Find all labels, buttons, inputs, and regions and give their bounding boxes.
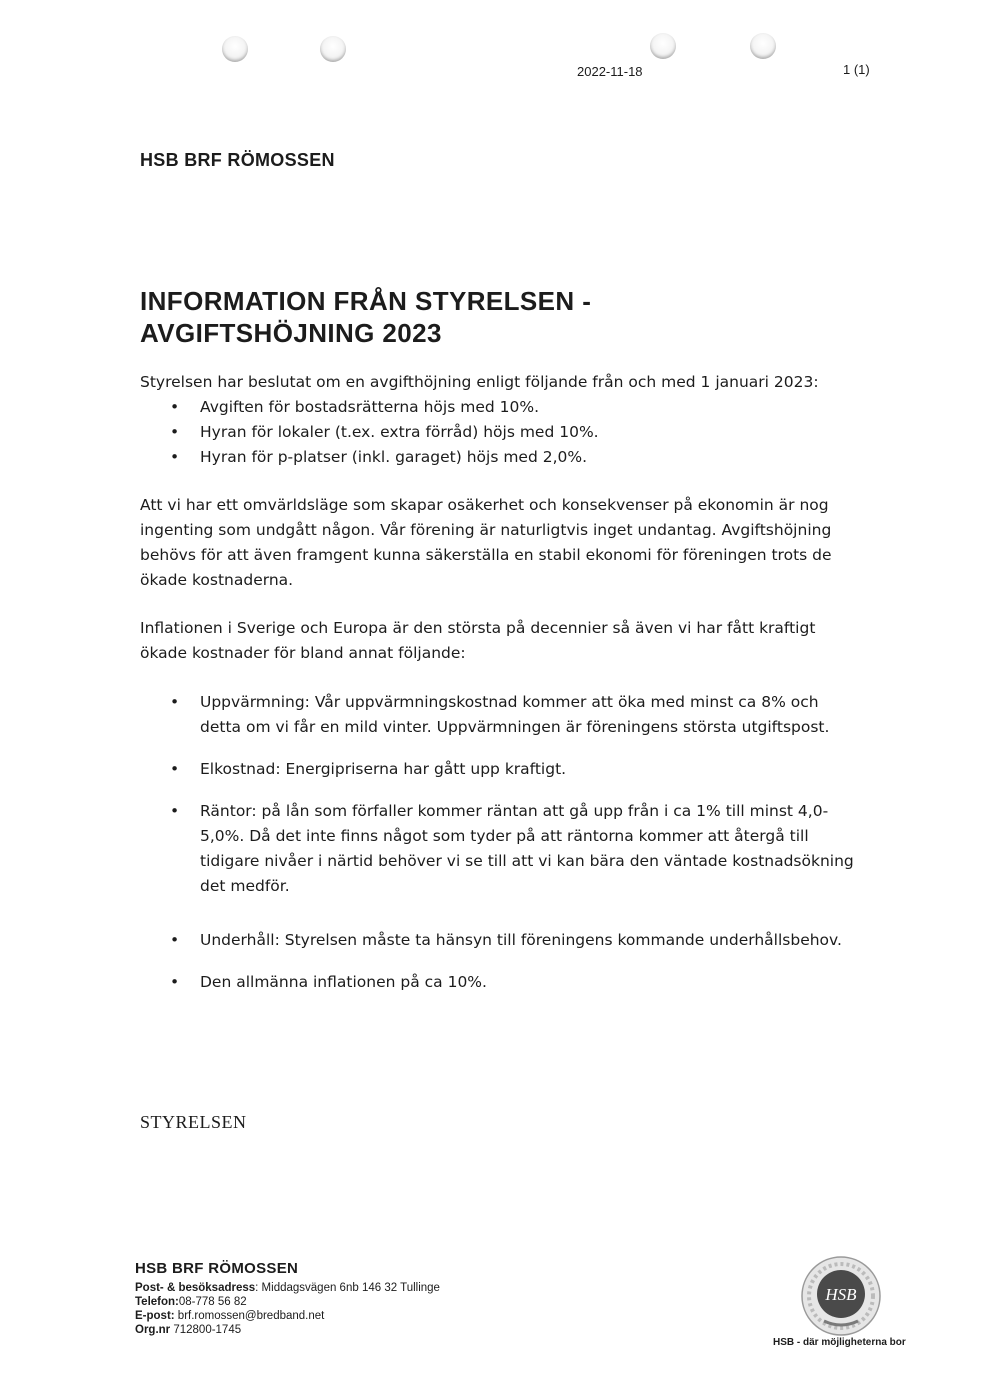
footer bbox=[135, 1262, 440, 1337]
footer-org-nr: Org.nr 712800-1745 bbox=[135, 1324, 242, 1336]
title-line: AVGIFTSHÖJNING 2023 bbox=[140, 318, 442, 348]
signature: STYRELSEN bbox=[140, 1112, 247, 1132]
paragraph: Inflationen i Sverige och Europa är den största på decennier så även vi har fått kraftigt ökade kostnader för bland annat följande: bbox=[140, 619, 816, 662]
punch-hole bbox=[650, 33, 676, 59]
increase-list bbox=[140, 395, 860, 470]
list-item: • Hyran för lokaler (t.ex. extra förråd) höjs med 10%. bbox=[140, 420, 860, 445]
list-item: • Elkostnad: Energipriserna har gått upp kraftigt. bbox=[140, 757, 860, 782]
punch-hole bbox=[750, 33, 776, 59]
footer-phone: Telefon:08-778 56 82 bbox=[135, 1296, 247, 1308]
paragraph: Att vi har ett omvärldsläge som skapar osäkerhet och konsekvenser på ekonomin är nog ingenting som undgått någon. Vår förening är naturligtvis inget undantag. Avgiftshöjning behövs för att även framgent kunna säkerställa en stabil ekonomi för föreningen trots de ökade kostnaderna. bbox=[140, 496, 832, 589]
intro-text: Styrelsen har beslutat om en avgifthöjning enligt följande från och med 1 januari 2023: bbox=[140, 373, 819, 391]
document-date: 2022-11-18 bbox=[577, 64, 643, 79]
tagline: HSB - där möjligheterna bor bbox=[773, 1337, 906, 1348]
bullet-icon: • bbox=[170, 398, 180, 416]
list-item: • Hyran för p-platser (inkl. garaget) höjs med 2,0%. bbox=[140, 445, 860, 470]
cost-list bbox=[140, 690, 860, 995]
list-item: • Räntor: på lån som förfaller kommer räntan att gå upp från i ca 1% till minst 4,0- 5,0%. Då det inte finns något som tyder på att räntorna kommer att återgå till tidigare nivåer i närtid behöver vi se till att vi kan bära den väntade kostnadsökning det medför. bbox=[140, 799, 860, 899]
hsb-logo bbox=[800, 1255, 882, 1337]
footer-address: Post- & besöksadress: Middagsvägen 6nb 146 32 Tullinge bbox=[135, 1282, 440, 1294]
logo-letters: HSB bbox=[825, 1285, 857, 1304]
page-number: 1 (1) bbox=[843, 62, 870, 77]
list-item: • Den allmänna inflationen på ca 10%. bbox=[140, 970, 860, 995]
punch-hole bbox=[320, 36, 346, 62]
bullet-icon: • bbox=[170, 448, 180, 466]
footer-email: E-post: brf.romossen@bredband.net bbox=[135, 1310, 325, 1322]
bullet-icon: • bbox=[170, 973, 180, 991]
bullet-icon: • bbox=[170, 802, 180, 820]
list-item: • Avgiften för bostadsrätterna höjs med 10%. bbox=[140, 395, 860, 420]
title-line: INFORMATION FRÅN STYRELSEN - bbox=[140, 286, 592, 316]
list-item: • Underhåll: Styrelsen måste ta hänsyn till föreningens kommande underhållsbehov. bbox=[140, 928, 860, 953]
document-title bbox=[140, 285, 591, 349]
bullet-icon: • bbox=[170, 693, 180, 711]
intro-section bbox=[140, 370, 860, 470]
punch-hole bbox=[222, 36, 248, 62]
cost-section bbox=[140, 690, 860, 1012]
bullet-icon: • bbox=[170, 423, 180, 441]
organization-name: HSB BRF RÖMOSSEN bbox=[140, 150, 335, 170]
footer-org-name: HSB BRF RÖMOSSEN bbox=[135, 1260, 299, 1277]
list-item: • Uppvärmning: Vår uppvärmningskostnad kommer att öka med minst ca 8% och detta om vi får en mild vinter. Uppvärmningen är föreningens största utgiftspost. bbox=[140, 690, 860, 740]
bullet-icon: • bbox=[170, 760, 180, 778]
bullet-icon: • bbox=[170, 931, 180, 949]
